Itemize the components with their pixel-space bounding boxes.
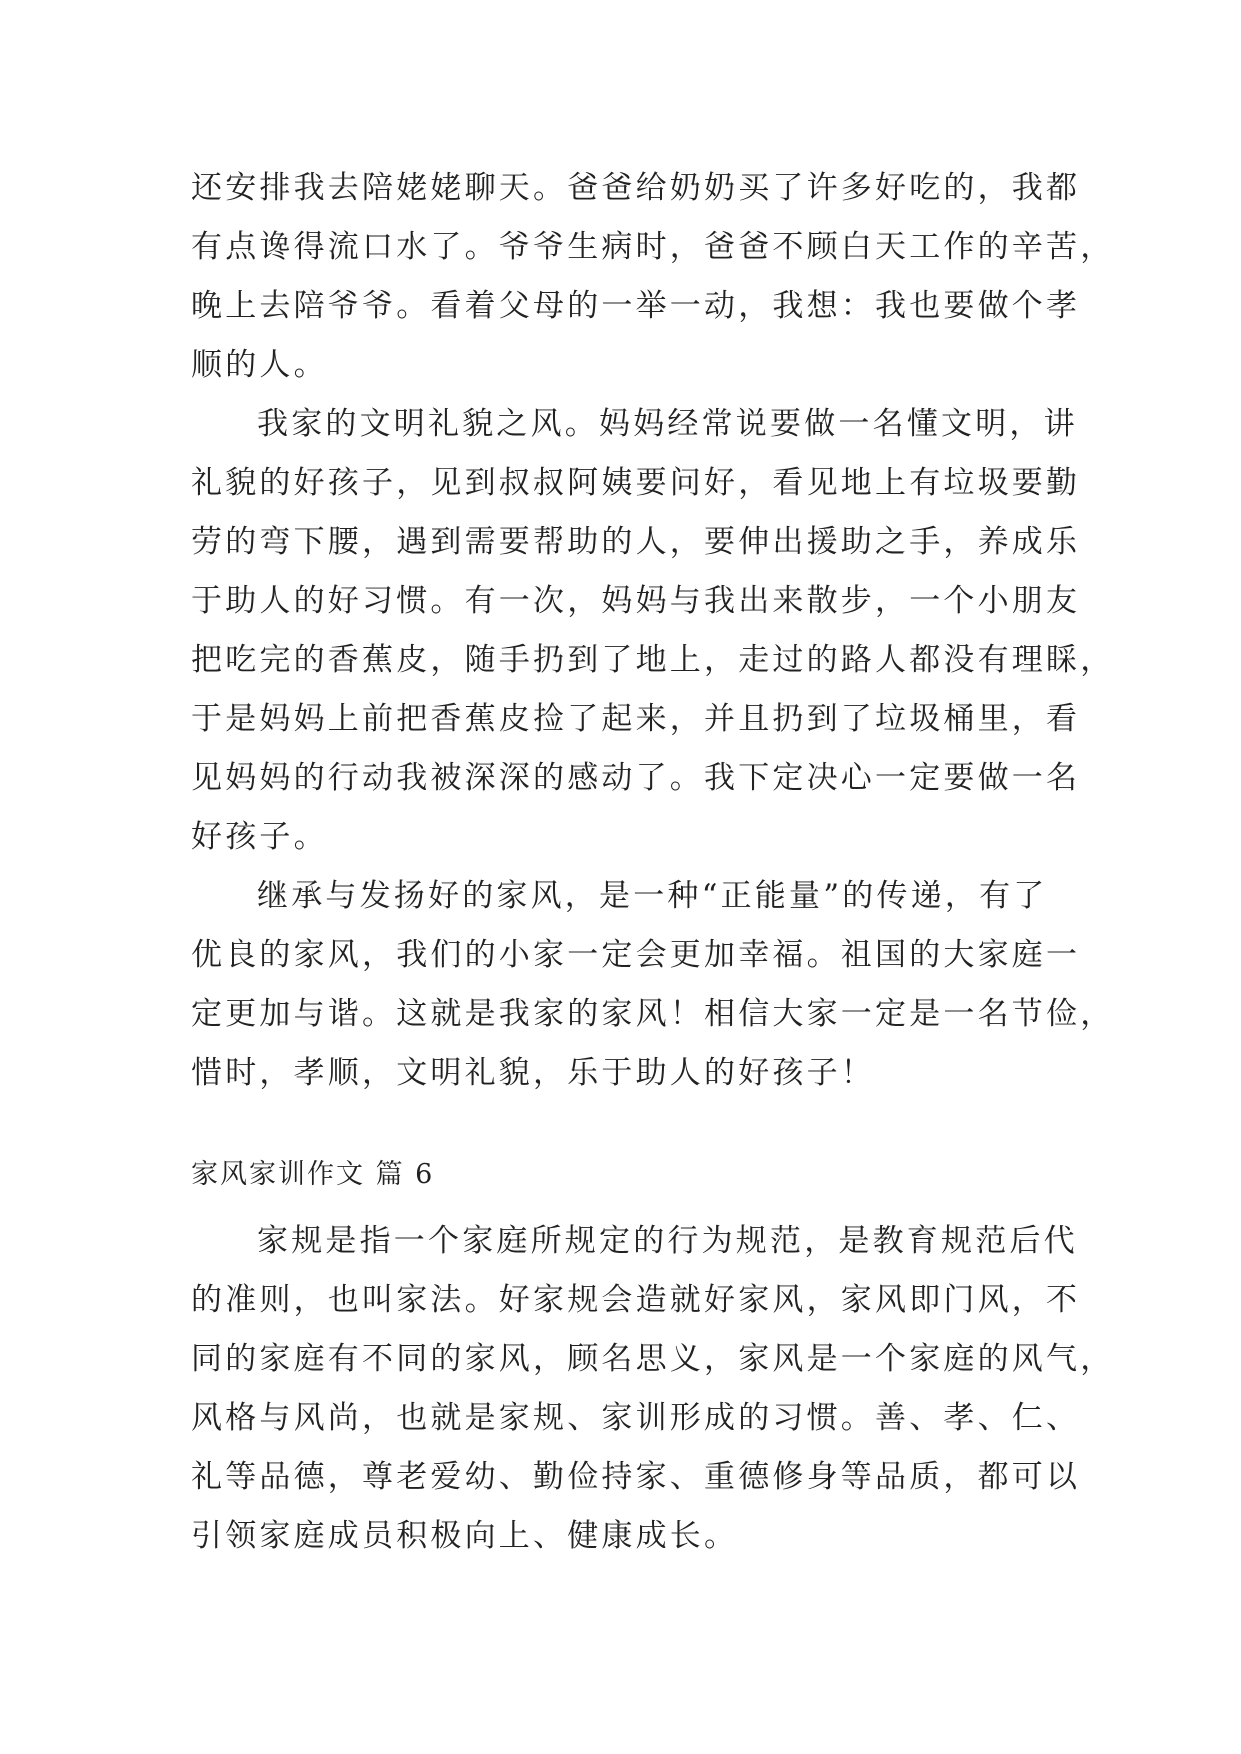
- paragraph-line: 礼等品德，尊老爱幼、勤俭持家、重德修身等品质，都可以: [191, 1459, 1081, 1495]
- paragraph-line: 于是妈妈上前把香蕉皮捡了起来，并且扔到了垃圾桶里，看: [191, 701, 1081, 737]
- paragraph-line: 风格与风尚，也就是家规、家训形成的习惯。善、孝、仁、: [191, 1400, 1081, 1436]
- paragraph-line: 惜时，孝顺，文明礼貌，乐于助人的好孩子！: [191, 1055, 875, 1091]
- paragraph-line: 还安排我去陪姥姥聊天。爸爸给奶奶买了许多好吃的，我都: [191, 170, 1081, 206]
- section-heading: 家风家训作文 篇 6: [191, 1159, 435, 1190]
- paragraph-line: 继承与发扬好的家风，是一种“正能量”的传递，有了: [257, 878, 1048, 914]
- paragraph-line: 我家的文明礼貌之风。妈妈经常说要做一名懂文明，讲: [257, 406, 1078, 442]
- paragraph-line: 好孩子。: [191, 819, 328, 855]
- paragraph-line: 劳的弯下腰，遇到需要帮助的人，要伸出援助之手，养成乐: [191, 524, 1081, 560]
- paragraph-line: 顺的人。: [191, 347, 328, 383]
- paragraph-line: 礼貌的好孩子，见到叔叔阿姨要问好，看见地上有垃圾要勤: [191, 465, 1081, 501]
- paragraph-line: 有点谗得流口水了。爷爷生病时，爸爸不顾白天工作的辛苦，: [191, 229, 1115, 265]
- paragraph-line: 于助人的好习惯。有一次，妈妈与我出来散步，一个小朋友: [191, 583, 1081, 619]
- paragraph-line: 晚上去陪爷爷。看着父母的一举一动，我想：我也要做个孝: [191, 288, 1081, 324]
- paragraph-line: 把吃完的香蕉皮，随手扔到了地上，走过的路人都没有理睬，: [191, 642, 1115, 678]
- paragraph-line: 见妈妈的行动我被深深的感动了。我下定决心一定要做一名: [191, 760, 1081, 796]
- paragraph-line: 同的家庭有不同的家风，顾名思义，家风是一个家庭的风气，: [191, 1341, 1115, 1377]
- paragraph-line: 引领家庭成员积极向上、健康成长。: [191, 1518, 739, 1554]
- paragraph-line: 家规是指一个家庭所规定的行为规范，是教育规范后代: [257, 1223, 1078, 1259]
- paragraph-line: 的准则，也叫家法。好家规会造就好家风，家风即门风，不: [191, 1282, 1081, 1318]
- paragraph-line: 定更加与谐。这就是我家的家风！相信大家一定是一名节俭，: [191, 996, 1115, 1032]
- paragraph-line: 优良的家风，我们的小家一定会更加幸福。祖国的大家庭一: [191, 937, 1081, 973]
